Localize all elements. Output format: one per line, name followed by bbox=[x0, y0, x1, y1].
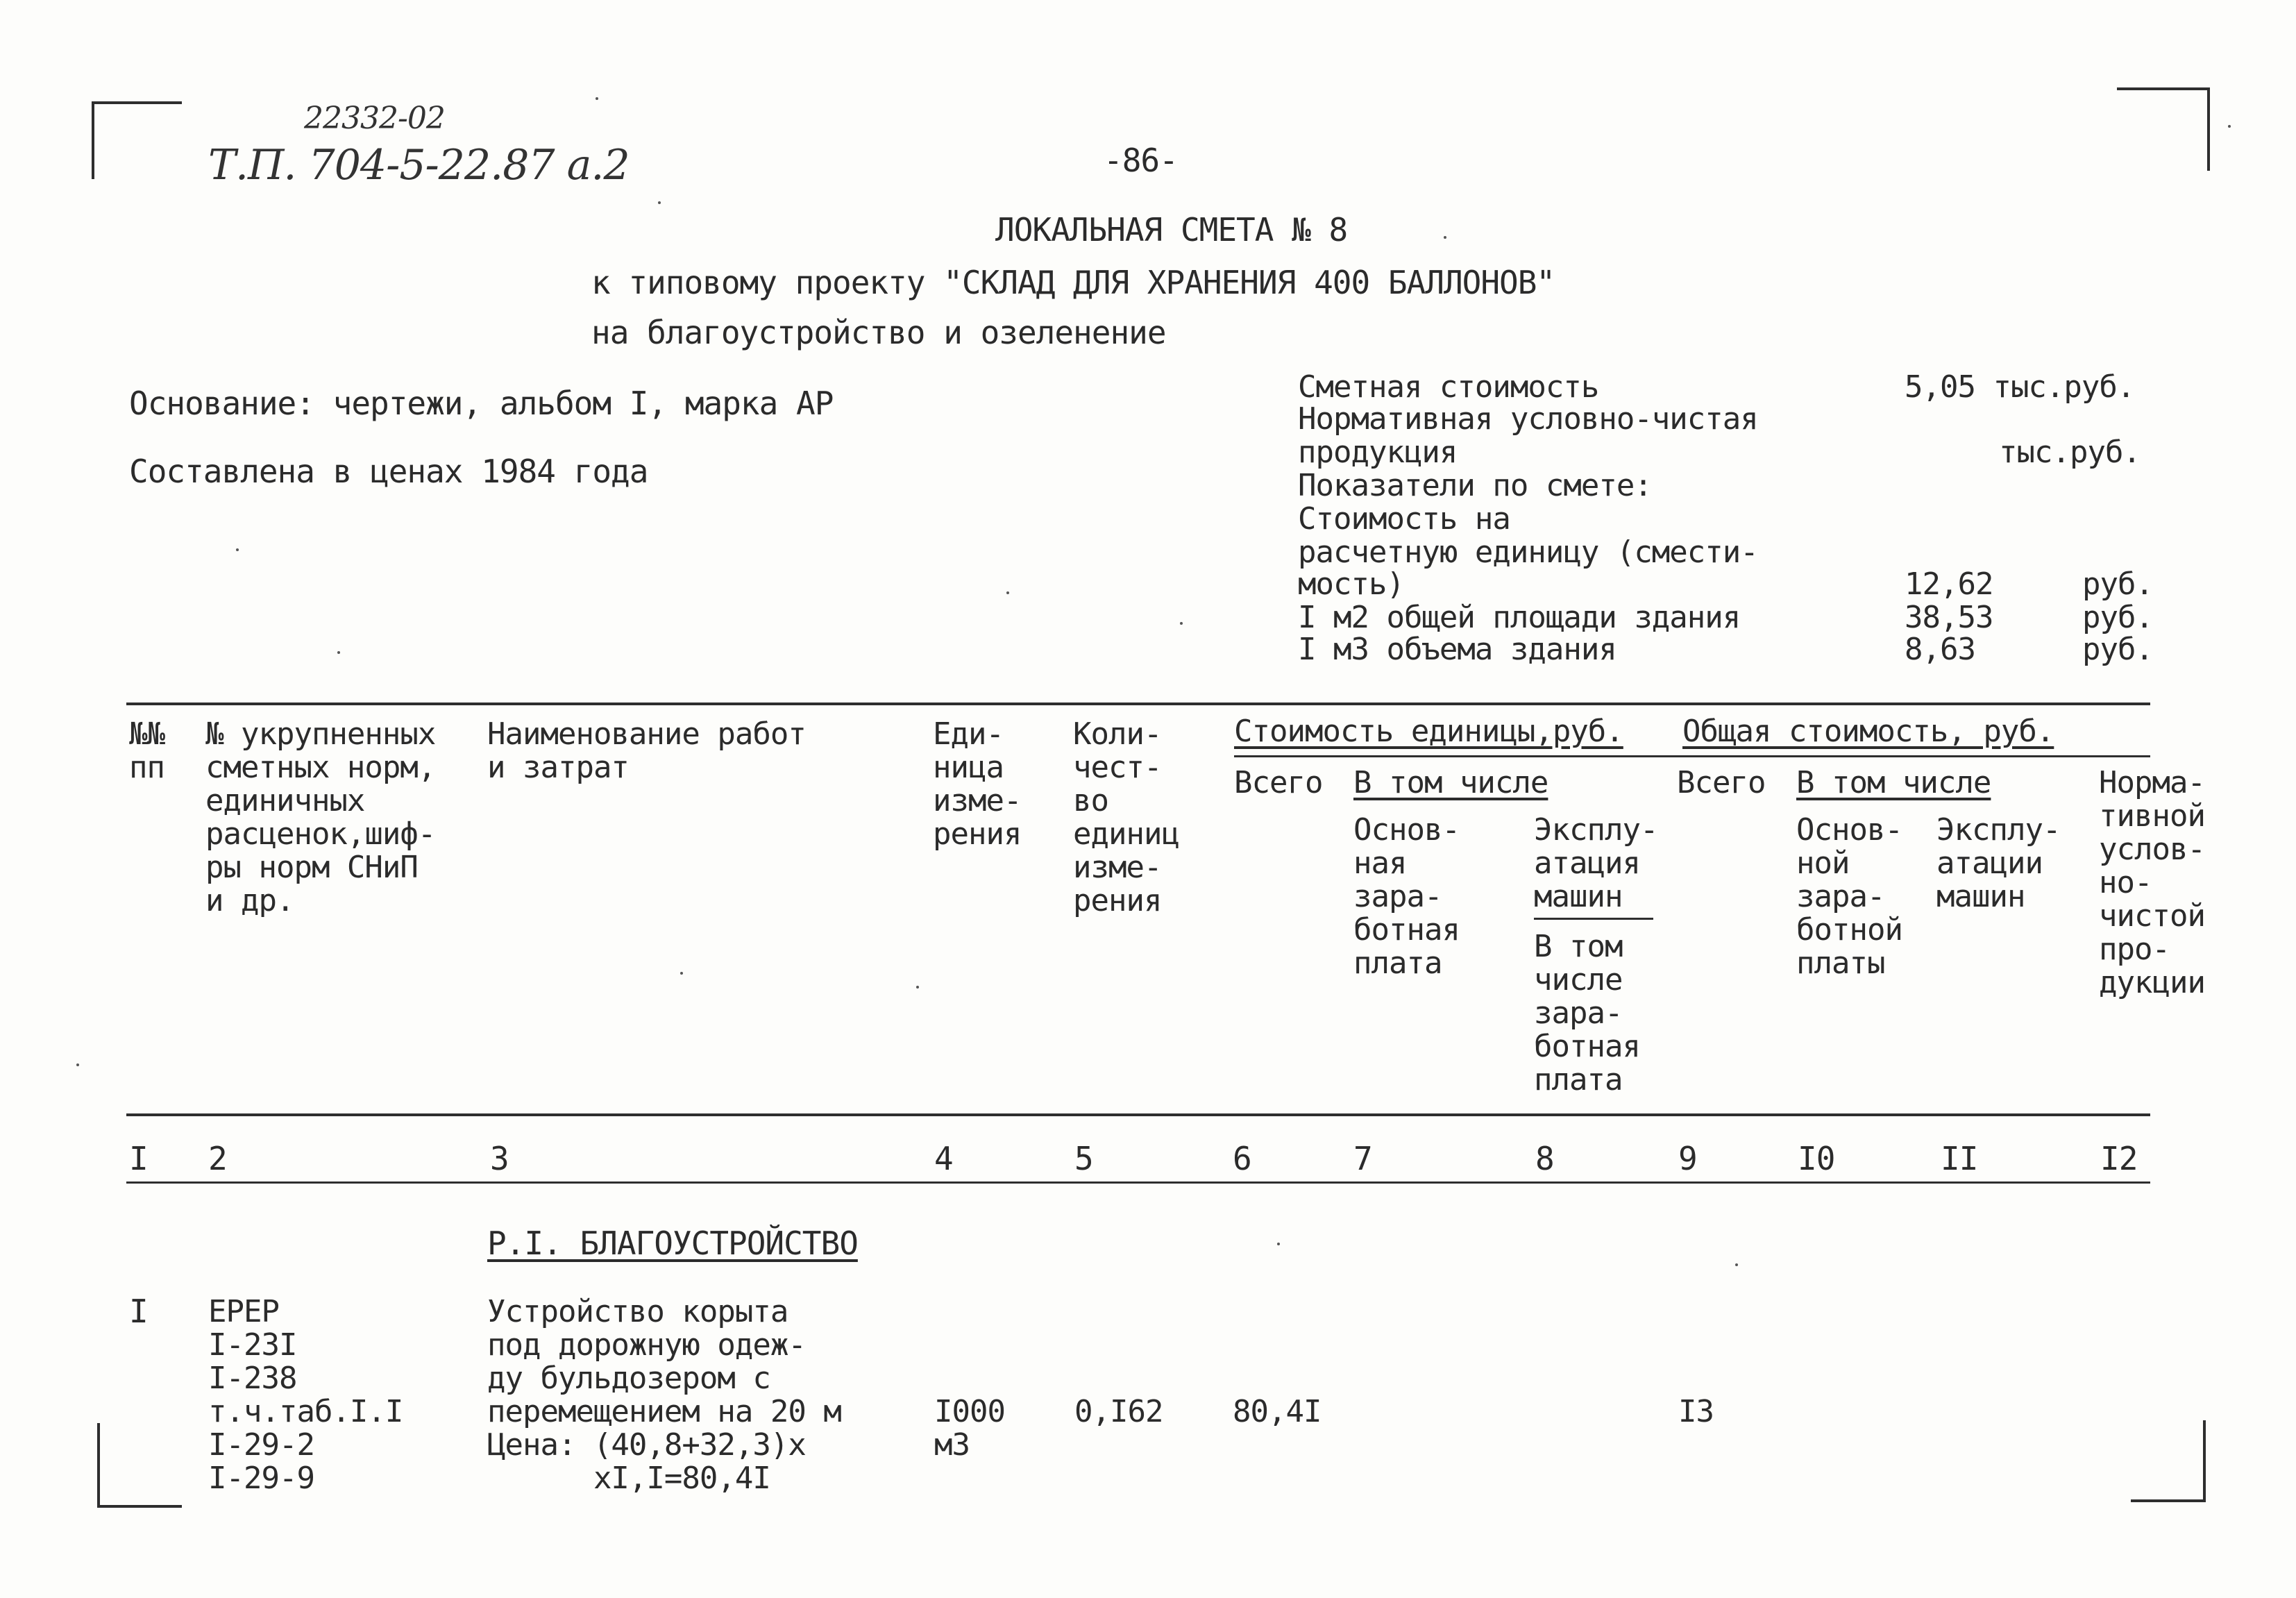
doc-subtitle: к типовому проекту "СКЛАД ДЛЯ ХРАНЕНИЯ 400 БАЛЛОНОВ" bbox=[591, 264, 1555, 301]
colnum-6: 6 bbox=[1233, 1140, 1251, 1177]
scan-speck bbox=[596, 97, 598, 100]
scan-speck bbox=[1277, 1243, 1280, 1245]
scan-speck bbox=[916, 986, 919, 989]
colnum-12: I2 bbox=[2100, 1140, 2138, 1177]
unit-cost-group-header: Стоимость единицы,руб. bbox=[1234, 714, 1623, 749]
doc-title: ЛОКАЛЬНАЯ СМЕТА № 8 bbox=[995, 211, 1348, 249]
scan-speck bbox=[2228, 125, 2231, 128]
colnum-10: I0 bbox=[1798, 1140, 1835, 1177]
col3-header: Наименование работ и затрат bbox=[487, 716, 806, 785]
unit-cost-value: 12,62 bbox=[1905, 566, 1993, 602]
corner-bracket-top-left-h bbox=[92, 101, 182, 104]
section-title: Р.I. БЛАГОУСТРОЙСТВО bbox=[487, 1225, 858, 1262]
col6-header: Всего bbox=[1234, 765, 1323, 800]
m3-value: 8,63 bbox=[1905, 632, 1975, 667]
unit-cost-unit: руб. bbox=[2082, 566, 2153, 602]
row-name: Устройство корыта под дорожную одеж- ду бульдозером с перемещением на 20 м Цена: (40,8+32,3)х хI,I=80,4I bbox=[487, 1294, 841, 1496]
colnum-8: 8 bbox=[1535, 1140, 1554, 1177]
corner-bracket-top-right-h bbox=[2117, 87, 2210, 90]
scan-speck bbox=[1006, 591, 1009, 594]
scan-speck bbox=[236, 548, 239, 551]
m2-value: 38,53 bbox=[1905, 600, 1993, 635]
corner-bracket-top-right-v bbox=[2207, 87, 2210, 171]
total-cost-group-header: Общая стоимость, руб. bbox=[1682, 714, 2054, 749]
unit-cost-label-2: расчетную единицу (смести- bbox=[1298, 535, 1758, 570]
col2-header: № укрупненных сметных норм, единичных расценок,шиф- ры норм СНиП и др. bbox=[205, 716, 436, 918]
col5-header: Коли- чест- во единиц изме- рения bbox=[1073, 716, 1179, 918]
colnum-1: I bbox=[129, 1140, 148, 1177]
row-qty: 0,I62 bbox=[1074, 1394, 1163, 1429]
unit-cost-label-3: мость) bbox=[1298, 566, 1404, 602]
estimate-cost-value: 5,05 тыс.руб. bbox=[1905, 369, 2135, 405]
corner-bracket-bottom-right-v bbox=[2203, 1420, 2206, 1502]
scan-speck bbox=[658, 201, 661, 204]
col12-header: Норма- тивной услов- но- чистой про- дукции bbox=[2099, 765, 2205, 1000]
corner-bracket-bottom-left-h bbox=[97, 1505, 182, 1508]
colnum-2: 2 bbox=[208, 1140, 227, 1177]
corner-bracket-bottom-right-h bbox=[2131, 1499, 2206, 1502]
col4-header: Еди- ница изме- рения bbox=[933, 716, 1022, 852]
doc-code: 22332-02 bbox=[304, 101, 445, 136]
incl1-header: В том числе bbox=[1353, 765, 1548, 800]
col7-header: Основ- ная зара- ботная плата bbox=[1353, 812, 1460, 981]
col8-sub-rule bbox=[1534, 918, 1653, 920]
m2-unit: руб. bbox=[2082, 600, 2153, 635]
doc-subtitle-2: на благоустройство и озеленение bbox=[591, 314, 1166, 351]
project-ref: Т.П. 704-5-22.87 а.2 bbox=[208, 141, 630, 190]
corner-bracket-bottom-left-v bbox=[97, 1423, 100, 1508]
colnum-11: II bbox=[1941, 1140, 1978, 1177]
page-number: -86- bbox=[1104, 142, 1178, 179]
m3-label: I м3 объема здания bbox=[1298, 632, 1617, 667]
scan-speck bbox=[337, 651, 340, 654]
row-num: I bbox=[129, 1293, 148, 1330]
row-unit-total: 80,4I bbox=[1233, 1394, 1322, 1429]
row-unit: I000 м3 bbox=[934, 1394, 1005, 1463]
col8a-header: Эксплу- атация машин bbox=[1534, 812, 1658, 914]
table-top-rule bbox=[126, 703, 2150, 705]
m2-label: I м2 общей площади здания bbox=[1298, 600, 1741, 635]
colnum-9: 9 bbox=[1678, 1140, 1697, 1177]
row-total: I3 bbox=[1678, 1394, 1714, 1429]
basis-line: Основание: чертежи, альбом I, марка АР bbox=[129, 385, 834, 422]
nucp-value: тыс.руб. bbox=[1999, 435, 2141, 470]
incl2-header: В том числе bbox=[1796, 765, 1991, 800]
col9-header: Всего bbox=[1677, 765, 1766, 800]
header-bottom-rule bbox=[126, 1113, 2150, 1116]
nucp-label-2: продукция bbox=[1298, 435, 1458, 470]
colnum-7: 7 bbox=[1353, 1140, 1372, 1177]
colnum-4: 4 bbox=[934, 1140, 953, 1177]
nucp-label-1: Нормативная условно-чистая bbox=[1298, 401, 1758, 437]
prices-line: Составлена в ценах 1984 года bbox=[129, 453, 648, 490]
scan-speck bbox=[76, 1063, 79, 1066]
group-header-rule bbox=[1234, 755, 2150, 757]
colnum-5: 5 bbox=[1074, 1140, 1093, 1177]
col8b-header: В том числе зара- ботная плата bbox=[1534, 929, 1640, 1097]
scan-speck bbox=[680, 972, 683, 975]
indicators-label: Показатели по смете: bbox=[1298, 468, 1652, 503]
corner-bracket-top-left-v bbox=[92, 101, 94, 179]
col11-header: Эксплу- атации машин bbox=[1936, 812, 2061, 914]
colnum-bottom-rule bbox=[126, 1181, 2150, 1184]
col1-header: №№ пп bbox=[129, 716, 164, 785]
scan-speck bbox=[1444, 236, 1446, 239]
row-codes: ЕРЕР I-23I I-238 т.ч.таб.I.I I-29-2 I-29-9 bbox=[208, 1294, 403, 1496]
scan-speck bbox=[1180, 622, 1183, 625]
estimate-cost-label: Сметная стоимость bbox=[1298, 369, 1599, 405]
col10-header: Основ- ной зара- ботной платы bbox=[1796, 812, 1902, 981]
colnum-3: 3 bbox=[490, 1140, 509, 1177]
unit-cost-label-1: Стоимость на bbox=[1298, 501, 1510, 537]
scan-speck bbox=[1735, 1263, 1738, 1266]
m3-unit: руб. bbox=[2082, 632, 2153, 667]
